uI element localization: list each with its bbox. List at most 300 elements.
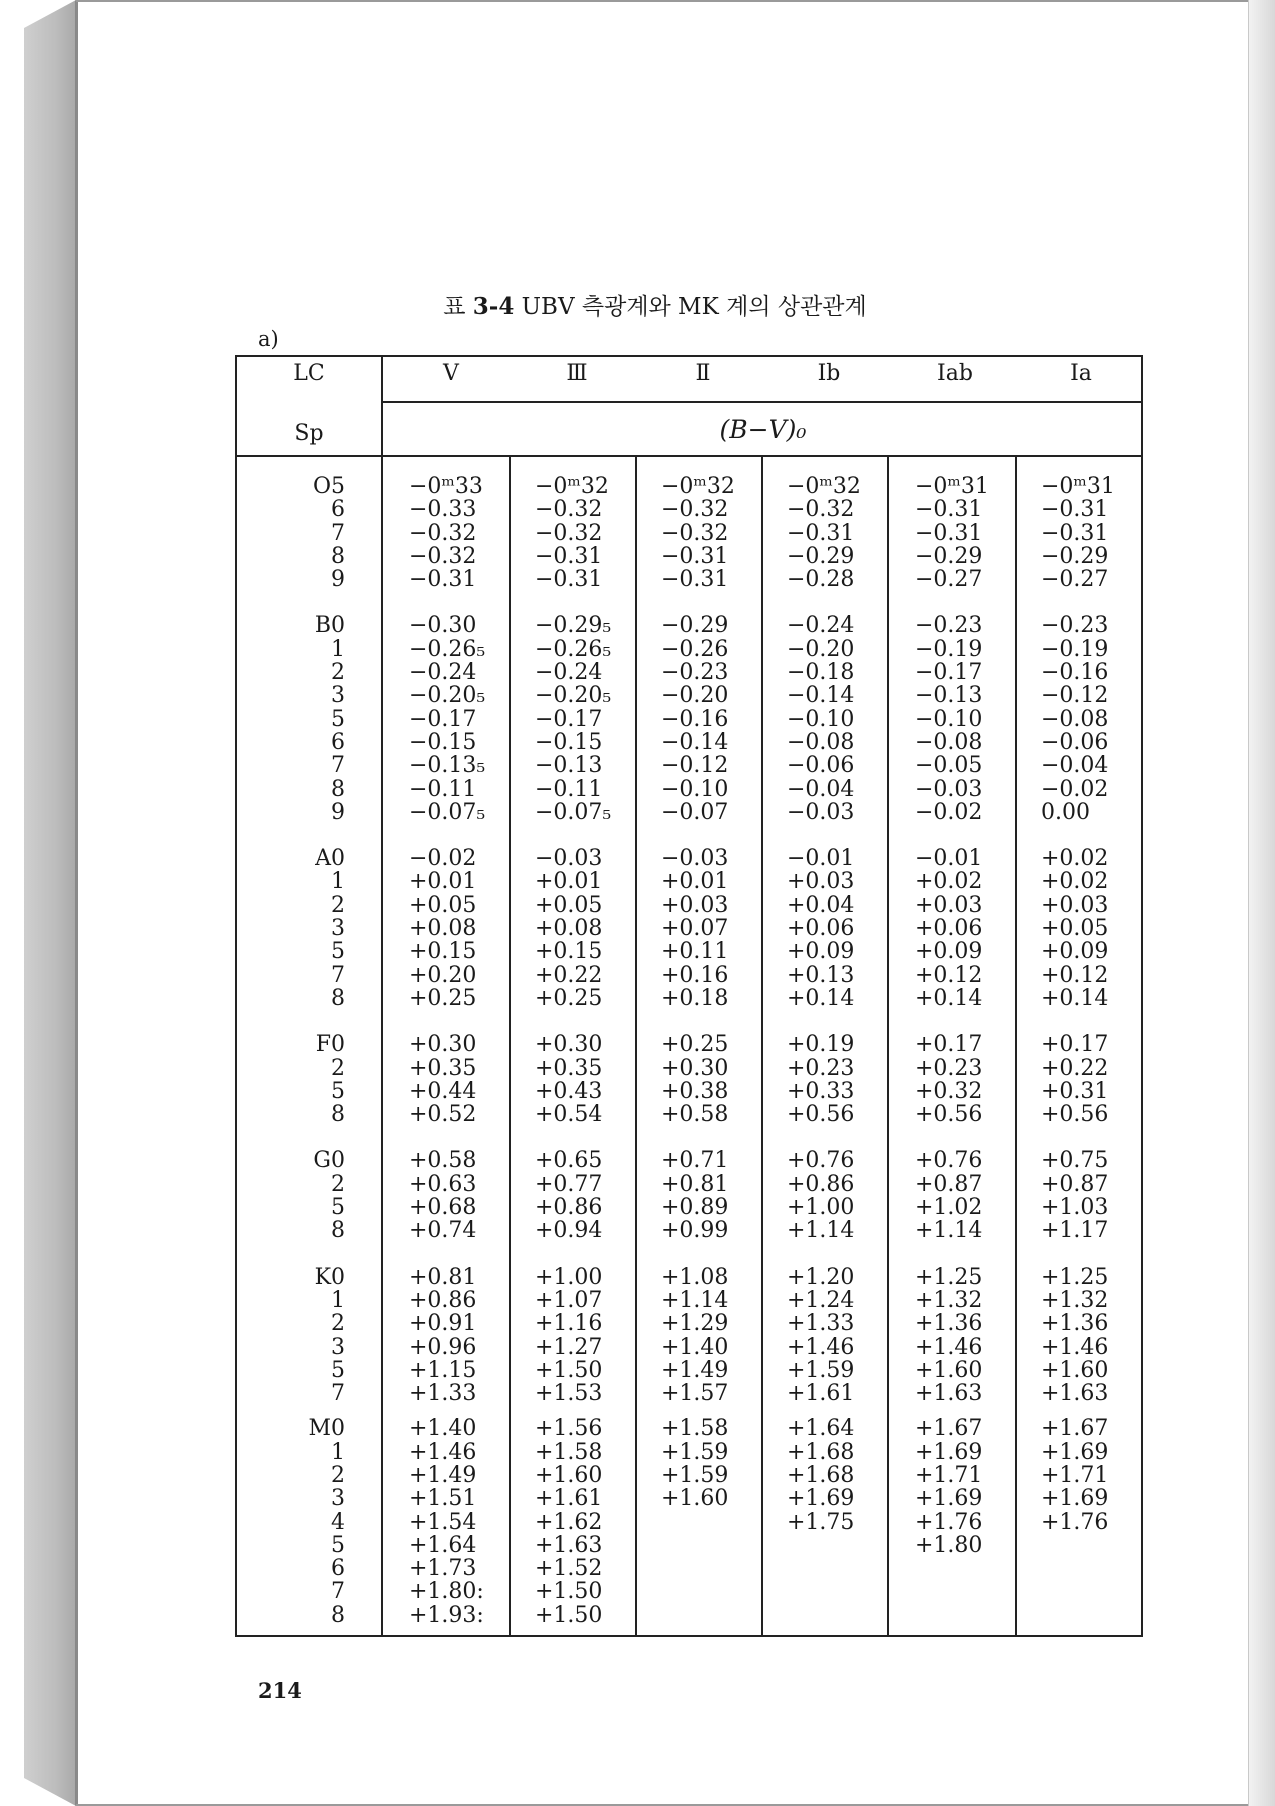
value-cell: +1.36: [915, 1311, 983, 1337]
row-group: [235, 1033, 345, 1126]
value-cell: −0ᵐ31: [1041, 474, 1115, 499]
value-cell: −0.27: [915, 567, 983, 593]
table-bottom-border: [235, 1635, 1143, 1637]
value-cell: +0.09: [1041, 939, 1109, 965]
row-group: [409, 475, 485, 591]
value-cell: +1.02: [915, 1195, 983, 1221]
value-cell: +1.68: [787, 1439, 855, 1465]
value-cell: +0.30: [535, 1032, 603, 1058]
value-cell: +1.50: [535, 1357, 603, 1383]
spectral-type-cell: 2: [331, 892, 345, 918]
row-group: [1041, 1417, 1115, 1627]
value-cell: +1.60: [915, 1357, 983, 1383]
value-cell: +1.80: [915, 1532, 983, 1558]
value-cell: +0.05: [1041, 916, 1109, 942]
value-cell: +1.52: [535, 1556, 603, 1582]
row-group: [235, 1417, 345, 1627]
value-cell: −0.29: [1041, 543, 1109, 569]
row-group: [535, 1417, 611, 1627]
value-cell: +0.14: [787, 985, 855, 1011]
row-group: [235, 1266, 345, 1406]
value-cell: +1.08: [661, 1264, 729, 1290]
value-cell: −0.06: [1041, 729, 1109, 755]
value-cell: +1.46: [409, 1439, 477, 1465]
value-cell: +0.68: [409, 1195, 477, 1221]
value-cell: −0ᵐ33: [409, 474, 483, 499]
sp-header: Sp: [294, 421, 324, 446]
value-cell: [1041, 1534, 1115, 1557]
value-cell: −0.02: [409, 846, 477, 872]
value-cell: −0.19: [1041, 636, 1109, 662]
value-cell: −0.27: [1041, 567, 1109, 593]
column-Iab: [915, 475, 989, 1627]
value-cell: [661, 1534, 735, 1557]
row-group: [235, 847, 345, 1010]
value-cell: −0.02: [1041, 776, 1109, 802]
value-cell: −0.07: [661, 799, 729, 825]
spectral-type-cell: 8: [331, 543, 345, 569]
row-group: [787, 475, 861, 591]
value-cell: +1.69: [915, 1439, 983, 1465]
value-cell: +0.52: [409, 1102, 477, 1128]
value-cell: −0.31: [661, 543, 729, 569]
class-header-Iab: Iab: [937, 361, 973, 386]
row-group: [787, 614, 861, 824]
value-cell: −0.32: [661, 497, 729, 523]
value-cell: −0.26₅: [409, 636, 486, 662]
spectral-type-cell: 2: [331, 1171, 345, 1197]
value-cell: −0.17: [915, 660, 983, 686]
value-cell: +0.08: [535, 916, 603, 942]
column-Ib: [787, 475, 861, 1627]
row-group: [535, 1266, 611, 1406]
value-cell: +1.93:: [409, 1602, 484, 1628]
value-cell: +0.11: [661, 939, 729, 965]
spectral-type-cell: 8: [331, 1602, 345, 1628]
value-cell: +0.16: [661, 962, 729, 988]
page-top-edge: [76, 0, 1249, 2]
spectral-type-cell: 4: [331, 1509, 345, 1535]
value-cell: −0.20: [787, 636, 855, 662]
spectral-type-cell: 6: [331, 497, 345, 523]
value-cell: −0.13: [915, 683, 983, 709]
value-cell: +0.01: [535, 869, 603, 895]
value-cell: [1041, 1580, 1115, 1603]
value-cell: −0.17: [409, 706, 477, 732]
value-cell: −0.20: [661, 683, 729, 709]
value-cell: +0.96: [409, 1334, 477, 1360]
value-cell: +1.49: [409, 1462, 477, 1488]
spine-edge: [76, 0, 78, 1806]
subheader-rule: [235, 455, 1143, 457]
value-cell: +0.01: [409, 869, 477, 895]
title-number: 3-4: [472, 293, 515, 320]
value-cell: +1.63: [535, 1532, 603, 1558]
value-cell: +0.56: [787, 1102, 855, 1128]
value-cell: [787, 1534, 861, 1557]
value-cell: +0.18: [661, 985, 729, 1011]
spectral-type-cell: 5: [331, 1195, 345, 1221]
class-header-Ib: Ib: [817, 361, 841, 386]
row-group: [535, 614, 611, 824]
col-divider-1: [509, 455, 511, 1637]
value-cell: +0.54: [535, 1102, 603, 1128]
spectral-type-cell: 8: [331, 1218, 345, 1244]
spectral-type-cell: 5: [331, 939, 345, 965]
value-cell: −0ᵐ32: [787, 474, 861, 499]
value-cell: [1041, 1557, 1115, 1580]
value-cell: +1.71: [1041, 1462, 1109, 1488]
row-group: [787, 847, 861, 1010]
row-group: [409, 1033, 485, 1126]
spectral-type-cell: F0: [315, 1032, 345, 1058]
spectral-type-cell: B0: [314, 613, 345, 639]
spectral-type-cell: 1: [331, 869, 345, 895]
value-cell: +1.69: [1041, 1486, 1109, 1512]
value-cell: +1.50: [535, 1579, 603, 1605]
value-cell: +0.87: [915, 1171, 983, 1197]
value-cell: +1.46: [1041, 1334, 1109, 1360]
value-cell: +0.14: [1041, 985, 1109, 1011]
value-cell: +1.76: [915, 1509, 983, 1535]
value-cell: −0.28: [787, 567, 855, 593]
value-cell: −0.14: [787, 683, 855, 709]
value-cell: +0.22: [1041, 1055, 1109, 1081]
value-cell: +0.86: [535, 1195, 603, 1221]
row-group: [1041, 1033, 1115, 1126]
value-cell: +1.59: [661, 1462, 729, 1488]
value-cell: +0.65: [535, 1148, 603, 1174]
row-group: [787, 1033, 861, 1126]
spectral-type-cell: 2: [331, 660, 345, 686]
value-cell: +1.53: [535, 1381, 603, 1407]
value-cell: [661, 1557, 735, 1580]
value-cell: +1.32: [1041, 1287, 1109, 1313]
spectral-type-cell: 9: [331, 799, 345, 825]
spectral-type-cell: 7: [331, 1381, 345, 1407]
part-label: a): [258, 327, 279, 351]
row-group: [915, 847, 989, 1010]
row-group: [661, 1417, 735, 1627]
value-cell: +1.40: [409, 1416, 477, 1442]
row-group: [915, 1266, 989, 1406]
value-cell: +0.76: [915, 1148, 983, 1174]
value-cell: −0.01: [915, 846, 983, 872]
value-cell: −0.04: [787, 776, 855, 802]
value-cell: −0.31: [1041, 497, 1109, 523]
value-cell: +1.00: [535, 1264, 603, 1290]
book-spine: [24, 0, 76, 1806]
row-group: [1041, 614, 1115, 824]
value-cell: +1.80:: [409, 1579, 484, 1605]
spectral-type-cell: 3: [331, 1486, 345, 1512]
row-group: [915, 1033, 989, 1126]
value-cell: −0.26₅: [535, 636, 612, 662]
value-cell: −0.07₅: [535, 799, 612, 825]
value-cell: +0.09: [915, 939, 983, 965]
value-cell: +0.17: [1041, 1032, 1109, 1058]
value-cell: +0.02: [915, 869, 983, 895]
value-cell: +1.25: [1041, 1264, 1109, 1290]
value-cell: +1.61: [787, 1381, 855, 1407]
value-cell: −0.04: [1041, 753, 1109, 779]
value-cell: −0.31: [915, 497, 983, 523]
row-group: [1041, 847, 1115, 1010]
value-cell: [661, 1580, 735, 1603]
spectral-type-cell: 5: [331, 1078, 345, 1104]
value-cell: +0.56: [915, 1102, 983, 1128]
value-cell: +0.58: [409, 1148, 477, 1174]
value-cell: +0.15: [535, 939, 603, 965]
value-cell: +0.09: [787, 939, 855, 965]
value-cell: +0.03: [915, 892, 983, 918]
row-group: [409, 1149, 485, 1242]
row-group: [1041, 1266, 1115, 1406]
page-right-edge: [1248, 0, 1275, 1806]
value-cell: [1041, 1604, 1115, 1627]
col-divider-5: [1015, 455, 1017, 1637]
value-cell: −0.31: [535, 543, 603, 569]
value-cell: +0.81: [661, 1171, 729, 1197]
value-cell: −0.05: [915, 753, 983, 779]
value-cell: +1.76: [1041, 1509, 1109, 1535]
value-cell: [787, 1604, 861, 1627]
row-group: [535, 1149, 611, 1242]
value-cell: +0.20: [409, 962, 477, 988]
value-cell: +0.86: [787, 1171, 855, 1197]
value-cell: +0.99: [661, 1218, 729, 1244]
spectral-type-cell: 8: [331, 1102, 345, 1128]
value-cell: −0.24: [787, 613, 855, 639]
value-cell: +0.05: [409, 892, 477, 918]
value-cell: +1.14: [661, 1287, 729, 1313]
value-cell: +0.31: [1041, 1078, 1109, 1104]
value-cell: +0.02: [1041, 869, 1109, 895]
value-cell: +1.32: [915, 1287, 983, 1313]
title-text: UBV 측광계와 MK 계의 상관관계: [521, 294, 867, 320]
value-cell: +1.63: [915, 1381, 983, 1407]
value-cell: +1.50: [535, 1602, 603, 1628]
value-cell: +1.20: [787, 1264, 855, 1290]
value-cell: +0.03: [1041, 892, 1109, 918]
row-group: [409, 1266, 485, 1406]
value-cell: −0.11: [409, 776, 477, 802]
value-cell: −0ᵐ31: [915, 474, 989, 499]
row-group: [661, 1266, 735, 1406]
row-group: [915, 1417, 989, 1627]
value-cell: +1.59: [787, 1357, 855, 1383]
value-cell: +0.33: [787, 1078, 855, 1104]
value-cell: +1.57: [661, 1381, 729, 1407]
value-cell: −0.08: [1041, 706, 1109, 732]
value-cell: +0.89: [661, 1195, 729, 1221]
value-cell: −0.32: [787, 497, 855, 523]
value-cell: +1.71: [915, 1462, 983, 1488]
value-cell: +0.86: [409, 1287, 477, 1313]
row-group: [409, 1417, 485, 1627]
value-cell: +0.30: [409, 1032, 477, 1058]
value-cell: +0.77: [535, 1171, 603, 1197]
value-cell: −0.32: [409, 520, 477, 546]
value-cell: +0.75: [1041, 1148, 1109, 1174]
value-cell: +1.27: [535, 1334, 603, 1360]
value-cell: +1.69: [787, 1486, 855, 1512]
value-cell: −0.03: [535, 846, 603, 872]
value-cell: −0.31: [409, 567, 477, 593]
sp-divider: [381, 355, 383, 1637]
value-cell: +0.07: [661, 916, 729, 942]
value-cell: +1.03: [1041, 1195, 1109, 1221]
value-cell: −0.16: [1041, 660, 1109, 686]
value-cell: −0.23: [915, 613, 983, 639]
value-cell: +1.58: [661, 1416, 729, 1442]
value-cell: +1.69: [1041, 1439, 1109, 1465]
value-cell: +1.58: [535, 1439, 603, 1465]
value-cell: −0.31: [661, 567, 729, 593]
value-cell: −0.10: [787, 706, 855, 732]
spectral-type-cell: 6: [331, 729, 345, 755]
row-group: [535, 847, 611, 1010]
row-group: [661, 847, 735, 1010]
spectral-type-cell: 5: [331, 1357, 345, 1383]
value-cell: −0.23: [1041, 613, 1109, 639]
value-cell: +0.35: [535, 1055, 603, 1081]
spectral-type-cell: 7: [331, 753, 345, 779]
value-cell: +0.15: [409, 939, 477, 965]
value-cell: [915, 1580, 989, 1603]
row-group: [661, 475, 735, 591]
row-group: [1041, 1149, 1115, 1242]
bv-header: (B−V)₀: [719, 415, 807, 444]
value-cell: +0.87: [1041, 1171, 1109, 1197]
value-cell: +0.25: [661, 1032, 729, 1058]
value-cell: −0.15: [535, 729, 603, 755]
value-cell: +0.08: [409, 916, 477, 942]
value-cell: −0.29₅: [535, 613, 612, 639]
row-group: [787, 1149, 861, 1242]
value-cell: −0.07₅: [409, 799, 486, 825]
value-cell: +1.54: [409, 1509, 477, 1535]
column-III: [535, 475, 611, 1627]
spectral-type-cell: 5: [331, 706, 345, 732]
spectral-type-cell: 7: [331, 962, 345, 988]
row-group: [915, 475, 989, 591]
value-cell: +1.67: [1041, 1416, 1109, 1442]
value-cell: −0.02: [915, 799, 983, 825]
value-cell: −0.01: [787, 846, 855, 872]
row-group: [915, 614, 989, 824]
value-cell: [661, 1604, 735, 1627]
value-cell: +1.63: [1041, 1381, 1109, 1407]
spectral-type-cell: 5: [331, 1532, 345, 1558]
value-cell: +0.30: [661, 1055, 729, 1081]
value-cell: +0.12: [915, 962, 983, 988]
value-cell: +1.00: [787, 1195, 855, 1221]
value-cell: −0.31: [535, 567, 603, 593]
spectral-type-cell: 2: [331, 1462, 345, 1488]
row-group: [661, 1149, 735, 1242]
value-cell: +1.64: [787, 1416, 855, 1442]
value-cell: +0.25: [535, 985, 603, 1011]
value-cell: +0.23: [915, 1055, 983, 1081]
value-cell: −0.12: [1041, 683, 1109, 709]
value-cell: +0.35: [409, 1055, 477, 1081]
value-cell: +1.24: [787, 1287, 855, 1313]
value-cell: +1.64: [409, 1532, 477, 1558]
value-cell: +0.91: [409, 1311, 477, 1337]
spectral-type-cell: A0: [315, 846, 345, 872]
value-cell: +1.46: [915, 1334, 983, 1360]
column-Ia: [1041, 475, 1115, 1627]
table-top-border: [235, 355, 1143, 357]
title-prefix: 표: [443, 294, 466, 320]
value-cell: +1.68: [787, 1462, 855, 1488]
value-cell: +1.75: [787, 1509, 855, 1535]
spectral-type-cell: 3: [331, 1334, 345, 1360]
row-group: [535, 475, 611, 591]
value-cell: −0.24: [409, 660, 477, 686]
class-header-II: Ⅱ: [695, 361, 711, 386]
spectral-type-cell: K0: [314, 1264, 345, 1290]
value-cell: +0.03: [661, 892, 729, 918]
value-cell: +0.23: [787, 1055, 855, 1081]
value-cell: +1.73: [409, 1556, 477, 1582]
value-cell: −0.15: [409, 729, 477, 755]
value-cell: −0.11: [535, 776, 603, 802]
value-cell: +0.56: [1041, 1102, 1109, 1128]
spectral-type-cell: 7: [331, 520, 345, 546]
value-cell: +0.94: [535, 1218, 603, 1244]
col-divider-4: [887, 455, 889, 1637]
value-cell: −0.14: [661, 729, 729, 755]
row-group: [661, 614, 735, 824]
value-cell: +1.62: [535, 1509, 603, 1535]
value-cell: −0.12: [661, 753, 729, 779]
value-cell: −0ᵐ32: [535, 474, 609, 499]
row-group: [409, 847, 485, 1010]
value-cell: +1.56: [535, 1416, 603, 1442]
value-cell: +0.25: [409, 985, 477, 1011]
value-cell: −0.16: [661, 706, 729, 732]
value-cell: +1.46: [787, 1334, 855, 1360]
value-cell: −0.13₅: [409, 753, 486, 779]
value-cell: −0.30: [409, 613, 477, 639]
value-cell: −0.08: [787, 729, 855, 755]
spectral-type-cell: 7: [331, 1579, 345, 1605]
class-header-V: V: [443, 361, 459, 386]
spectral-type-cell: 8: [331, 985, 345, 1011]
value-cell: +1.16: [535, 1311, 603, 1337]
value-cell: +1.25: [915, 1264, 983, 1290]
value-cell: +0.06: [787, 916, 855, 942]
value-cell: −0.26: [661, 636, 729, 662]
value-cell: −0.17: [535, 706, 603, 732]
value-cell: −0.06: [787, 753, 855, 779]
spectral-type-cell: 2: [331, 1311, 345, 1337]
page-number: 214: [258, 1678, 302, 1703]
col-divider-3: [761, 455, 763, 1637]
value-cell: +0.14: [915, 985, 983, 1011]
value-cell: [915, 1604, 989, 1627]
value-cell: −0.10: [661, 776, 729, 802]
value-cell: +1.61: [535, 1486, 603, 1512]
value-cell: +0.43: [535, 1078, 603, 1104]
spectral-type-cell: 1: [331, 636, 345, 662]
value-cell: −0.24: [535, 660, 603, 686]
value-cell: [787, 1557, 861, 1580]
value-cell: +1.49: [661, 1357, 729, 1383]
value-cell: +1.14: [915, 1218, 983, 1244]
